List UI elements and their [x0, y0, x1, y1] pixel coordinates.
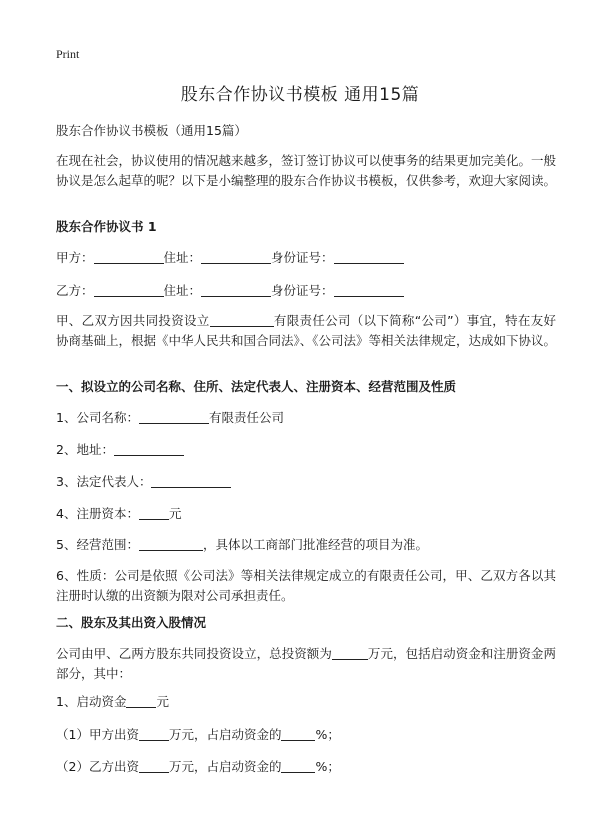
item-company-name-label: 1、公司名称： — [56, 410, 139, 425]
intro-paragraph: 在现在社会，协议使用的情况越来越多，签订签订协议可以使事务的结果更加完美化。一般协议是怎么起草的呢？以下是小编整理的股东合作协议书模板，仅供参考，欢迎大家阅读。 — [56, 153, 557, 188]
page-title: 股东合作协议书模板 通用15篇 — [180, 85, 420, 105]
party-a-percent-sign: %； — [315, 727, 340, 742]
party-a-address-blank — [201, 249, 271, 264]
print-label[interactable]: Print — [56, 47, 80, 61]
party-b-address-label: 住址： — [163, 283, 202, 298]
party-a-share-label: 万元，占启动资金的 — [168, 727, 282, 742]
item-startup-funds — [56, 692, 551, 712]
item-address-label: 2、地址： — [56, 442, 114, 457]
scope-blank — [139, 536, 203, 551]
agreement-text-a: 甲、乙双方因共同投资设立 — [56, 313, 210, 328]
party-b-name-blank — [94, 282, 164, 297]
company-name-blank — [210, 312, 274, 327]
party-b-id-blank — [334, 282, 404, 297]
party-b-label: 乙方： — [56, 283, 94, 298]
party-a-name-blank — [94, 249, 164, 264]
sub-item-party-a — [56, 725, 551, 745]
capital-blank — [139, 505, 169, 520]
party-b-share-blank — [281, 758, 315, 773]
total-investment-blank — [332, 645, 368, 660]
party-a-id-blank — [334, 249, 404, 264]
agreement-paragraph — [56, 311, 556, 351]
party-b-row — [56, 281, 551, 301]
item-legal-rep-label: 3、法定代表人： — [56, 474, 152, 489]
party-b-contribution-blank — [139, 758, 169, 773]
party-b-address-blank — [201, 282, 271, 297]
party-a-row — [56, 248, 551, 268]
agreement-text-b: 有限责任公司（以下简称“公司”）事宜，特在友好协商基础上，根据《中华人民共和国合同法》、《公司法》等相关法律规定，达成如下协议。 — [56, 313, 557, 348]
party-a-contribution-label: （1）甲方出资 — [56, 727, 139, 742]
party-a-id-label: 身份证号： — [271, 250, 334, 265]
item-registered-capital — [56, 504, 551, 524]
capital-paragraph — [56, 644, 556, 684]
company-name-field-blank — [139, 409, 209, 424]
address-blank — [114, 441, 184, 456]
item-capital-label: 4、注册资本： — [56, 506, 139, 521]
item-company-name-suffix: 有限责任公司 — [208, 410, 284, 425]
party-b-id-label: 身份证号： — [271, 283, 334, 298]
startup-funds-unit: 元 — [156, 694, 169, 709]
startup-funds-label: 1、启动资金 — [56, 694, 127, 709]
legal-rep-blank — [151, 473, 231, 488]
item-business-scope — [56, 535, 551, 555]
party-a-contribution-blank — [139, 726, 169, 741]
item-scope-label: 5、经营范围： — [56, 537, 139, 552]
item-scope-suffix: ，具体以工商部门批准经营的项目为准。 — [202, 537, 428, 552]
party-a-label: 甲方： — [56, 250, 94, 265]
party-a-share-blank — [281, 726, 315, 741]
party-b-percent-sign: %； — [315, 759, 340, 774]
item-address — [56, 440, 551, 460]
party-a-address-label: 住址： — [163, 250, 202, 265]
section-title: 股东合作协议书 1 — [56, 219, 157, 234]
party-b-share-label: 万元，占启动资金的 — [168, 759, 282, 774]
item-company-name — [56, 408, 551, 428]
heading-company-info: 一、拟设立的公司名称、住所、法定代表人、注册资本、经营范围及性质 — [56, 379, 457, 394]
capital-text-b: 万元，包括启动资金和注册资金两部分，其中： — [56, 646, 556, 681]
capital-text-a: 公司由甲、乙两方股东共同投资设立，总投资额为 — [56, 646, 332, 661]
heading-shareholders: 二、股东及其出资入股情况 — [56, 615, 207, 630]
item-capital-unit: 元 — [168, 506, 182, 521]
startup-funds-blank — [126, 693, 156, 708]
party-b-contribution-label: （2）乙方出资 — [56, 759, 139, 774]
item-legal-rep — [56, 472, 551, 492]
doc-subtitle: 股东合作协议书模板（通用15篇） — [56, 123, 247, 138]
sub-item-party-b — [56, 757, 551, 777]
item-nature: 6、性质：公司是依照《公司法》等相关法律规定成立的有限责任公司，甲、乙双方各以其注册时认缴的出资额为限对公司承担责任。 — [56, 568, 556, 603]
